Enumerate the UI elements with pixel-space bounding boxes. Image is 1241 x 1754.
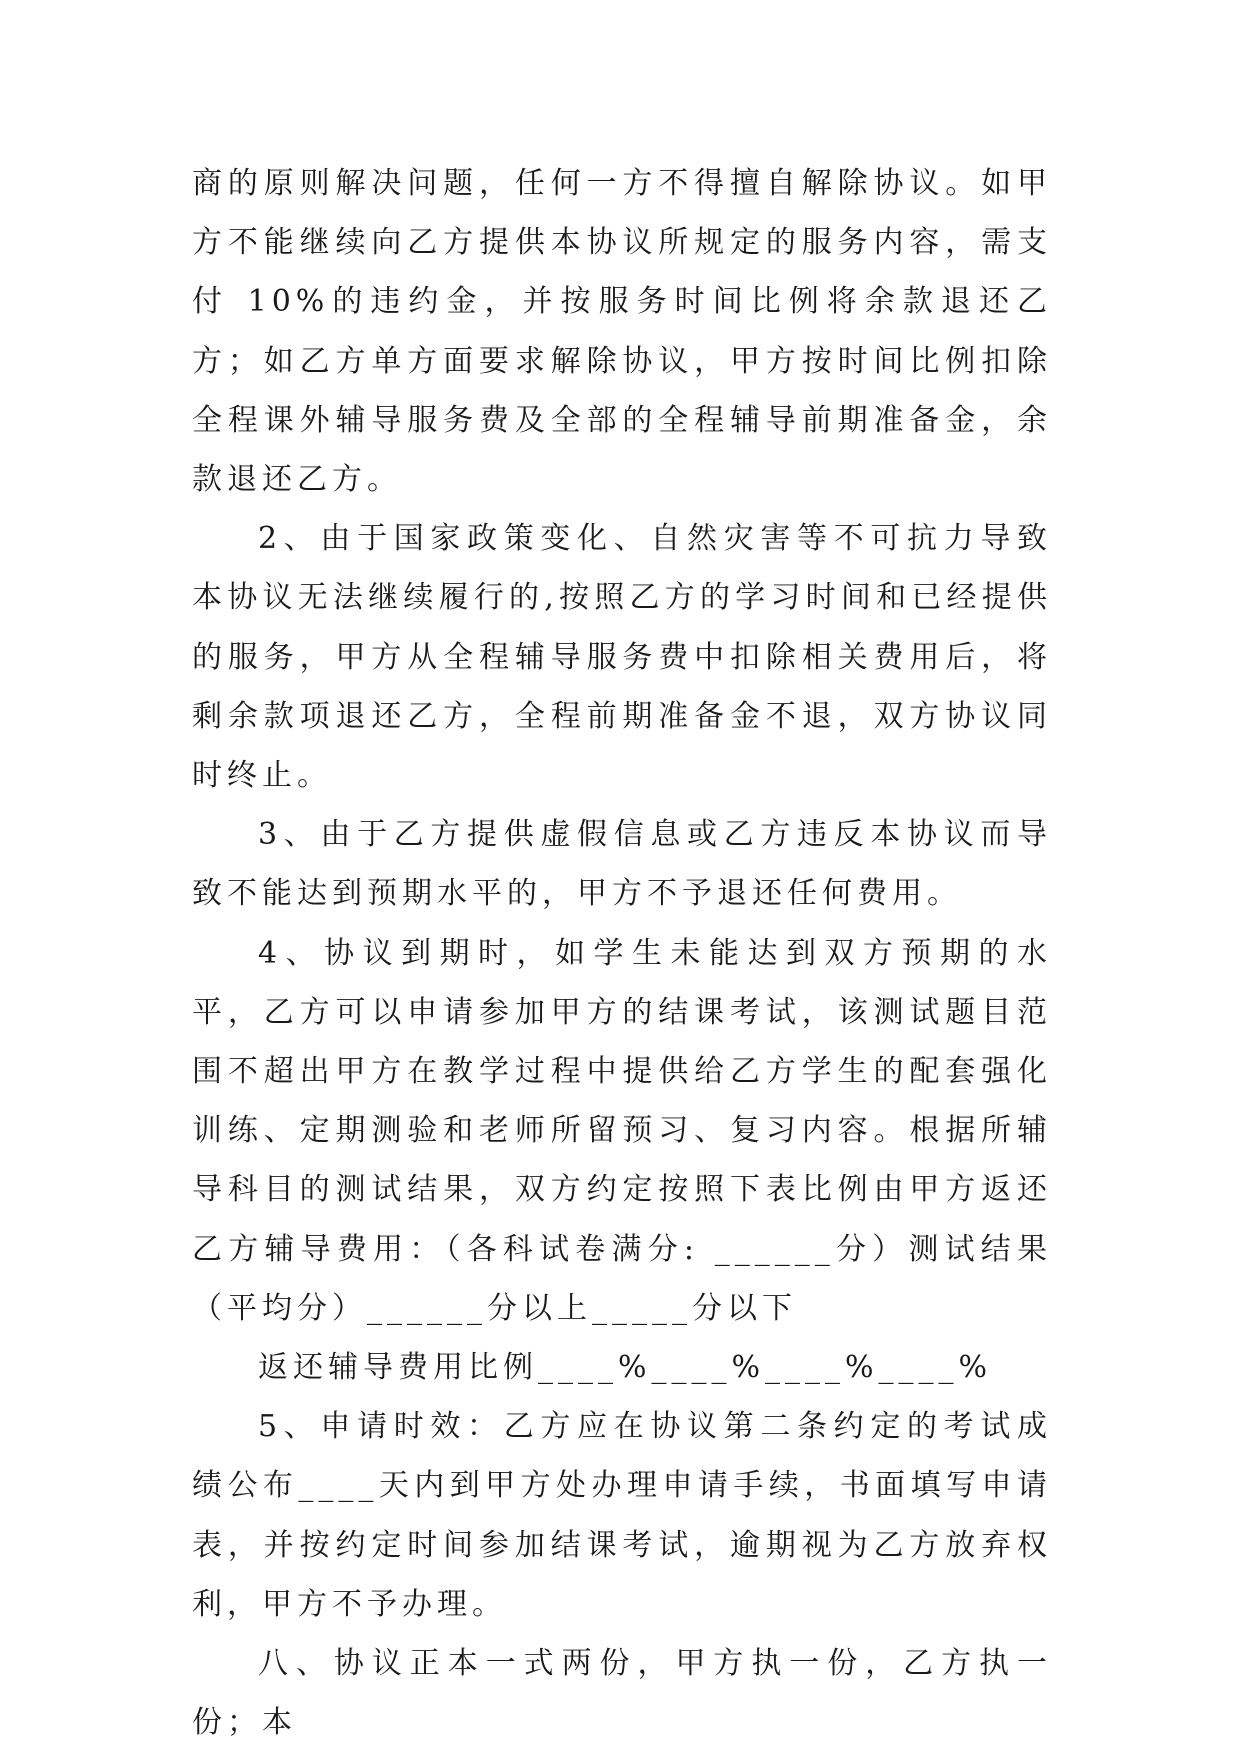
paragraph-application-deadline: 5、申请时效：乙方应在协议第二条约定的考试成绩公布____天内到甲方处办理申请手续，书面填写申请表，并按约定时间参加结课考试，逾期视为乙方放弃权利，甲方不予办理。 [192,1409,1052,1622]
paragraph-final-exam-refund: 4、协议到期时，如学生未能达到双方预期的水平，乙方可以申请参加甲方的结课考试，该测试题目范围不超出甲方在教学过程中提供给乙方学生的配套强化训练、定期测验和老师所留预习、复习内容。根据所辅导科目的测试结果，双方约定按照下表比例由甲方返还乙方辅导费用：（各科试卷满分: ______分）测试结果（平均分）______分以上_____分以下 [192,935,1052,1326]
paragraph-force-majeure: 2、由于国家政策变化、自然灾害等不可抗力导致本协议无法继续履行的,按照乙方的学习时间和已经提供的服务，甲方从全程辅导服务费中扣除相关费用后，将剩余款项退还乙方，全程前期准备金不退，双方协议同时终止。 [192,521,1052,794]
paragraph-copies-clause: 八、协议正本一式两份，甲方执一份，乙方执一份；本 [192,1646,1052,1741]
paragraph-false-information: 3、由于乙方提供虚假信息或乙方违反本协议而导致不能达到预期水平的，甲方不予退还任何费用。 [192,817,1052,912]
document-page [192,154,1052,1752]
paragraph-termination-clause: 商的原则解决问题，任何一方不得擅自解除协议。如甲方不能继续向乙方提供本协议所规定的服务内容，需支付 10%的违约金，并按服务时间比例将余款退还乙方；如乙方单方面要求解除协议，甲方按时间比例扣除全程课外辅导服务费及全部的全程辅导前期准备金，余款退还乙方。 [192,166,1052,498]
paragraph-refund-ratio: 返还辅导费用比例____%____%____%____% [258,1350,993,1386]
